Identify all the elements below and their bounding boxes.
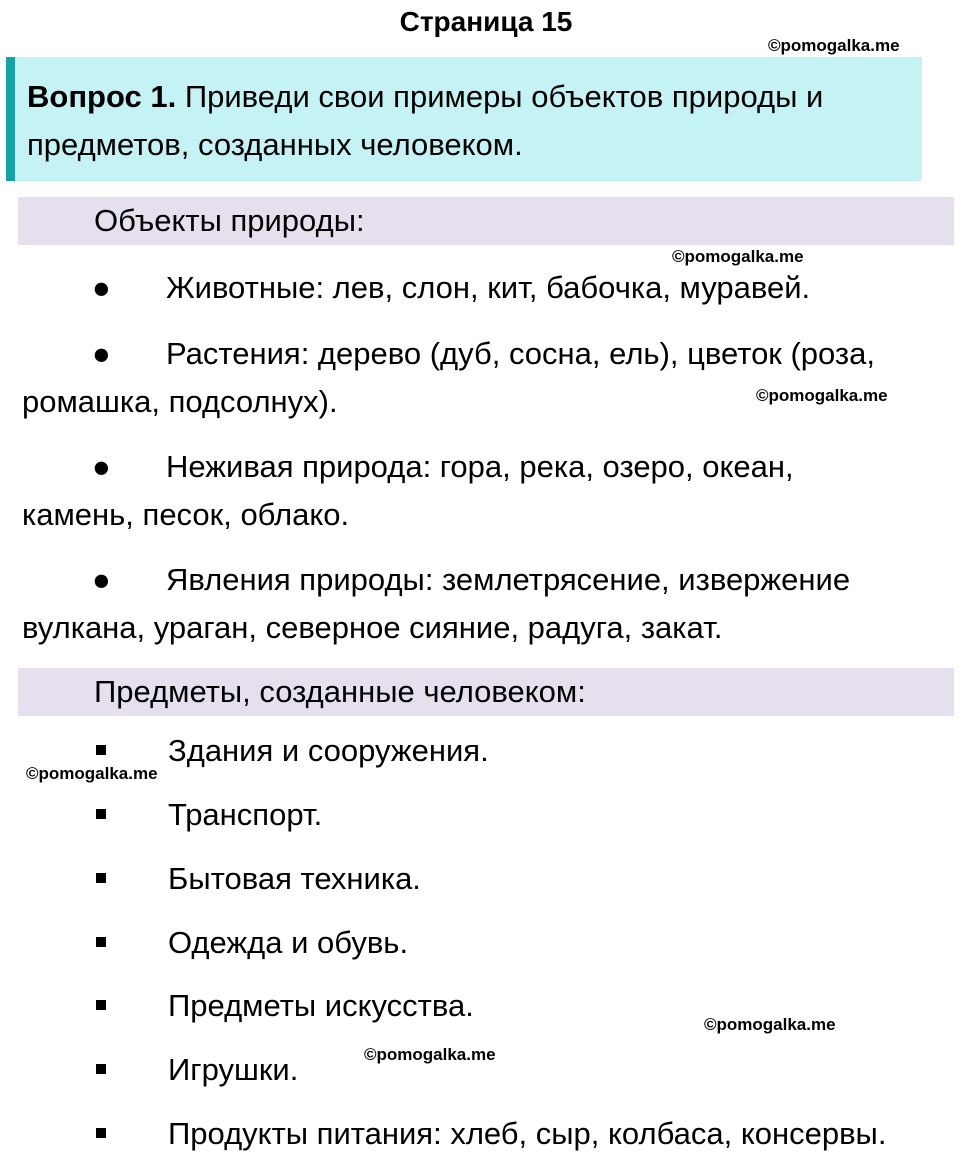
manmade-item-text: Игрушки. xyxy=(168,1052,299,1087)
watermark: ©pomogalka.me xyxy=(756,386,888,405)
square-bullet-icon xyxy=(96,1064,106,1074)
bullet-icon: ● xyxy=(92,270,111,305)
manmade-heading: Предметы, созданные человеком: xyxy=(18,668,954,716)
square-bullet-icon xyxy=(96,809,106,819)
watermark: ©pomogalka.me xyxy=(364,1045,496,1064)
nature-heading: Объекты природы: xyxy=(18,197,954,245)
manmade-item xyxy=(92,727,952,775)
manmade-item xyxy=(92,791,952,839)
nature-item xyxy=(22,264,942,312)
nature-item-text: Явления природы: землетрясение, извержение xyxy=(166,562,851,597)
watermark: ©pomogalka.me xyxy=(704,1015,836,1034)
question-label: Вопрос 1. xyxy=(27,79,177,114)
manmade-item xyxy=(92,919,952,967)
manmade-item-text: Транспорт. xyxy=(168,797,323,832)
manmade-item-text: Одежда и обувь. xyxy=(168,925,409,960)
watermark: ©pomogalka.me xyxy=(672,247,804,266)
nature-item-text: Животные: лев, слон, кит, бабочка, муравей. xyxy=(166,270,811,305)
manmade-item xyxy=(92,1046,952,1094)
bullet-icon: ● xyxy=(92,336,111,371)
nature-item-continuation: вулкана, ураган, северное сияние, радуга, закат. xyxy=(22,610,723,645)
bullet-icon: ● xyxy=(92,562,111,597)
question-text: Приведи свои примеры объектов природы и предметов, созданных человеком. xyxy=(27,79,824,162)
bullet-icon: ● xyxy=(92,449,111,484)
nature-item xyxy=(22,556,942,652)
square-bullet-icon xyxy=(96,745,106,755)
nature-item-text: Неживая природа: гора, река, озеро, океан, xyxy=(166,449,794,484)
nature-item xyxy=(22,443,942,539)
watermark: ©pomogalka.me xyxy=(768,36,900,55)
manmade-item-text: Бытовая техника. xyxy=(168,861,421,896)
question-box xyxy=(6,57,922,181)
watermark: ©pomogalka.me xyxy=(26,764,158,783)
square-bullet-icon xyxy=(96,937,106,947)
square-bullet-icon xyxy=(96,873,106,883)
manmade-item-text: Здания и сооружения. xyxy=(168,733,489,768)
nature-item-text: Растения: дерево (дуб, сосна, ель), цветок (роза, xyxy=(166,336,876,371)
nature-item-continuation: камень, песок, облако. xyxy=(22,497,350,532)
square-bullet-icon xyxy=(96,1000,106,1010)
manmade-item-text: Предметы искусства. xyxy=(168,988,474,1023)
manmade-item-text: Продукты питания: хлеб, сыр, колбаса, консервы. xyxy=(168,1116,887,1151)
square-bullet-icon xyxy=(96,1128,106,1138)
manmade-item xyxy=(92,1110,952,1158)
manmade-item xyxy=(92,855,952,903)
nature-item xyxy=(22,330,942,426)
nature-item-continuation: ромашка, подсолнух). xyxy=(22,384,338,419)
page-title: Страница 15 xyxy=(399,6,573,37)
